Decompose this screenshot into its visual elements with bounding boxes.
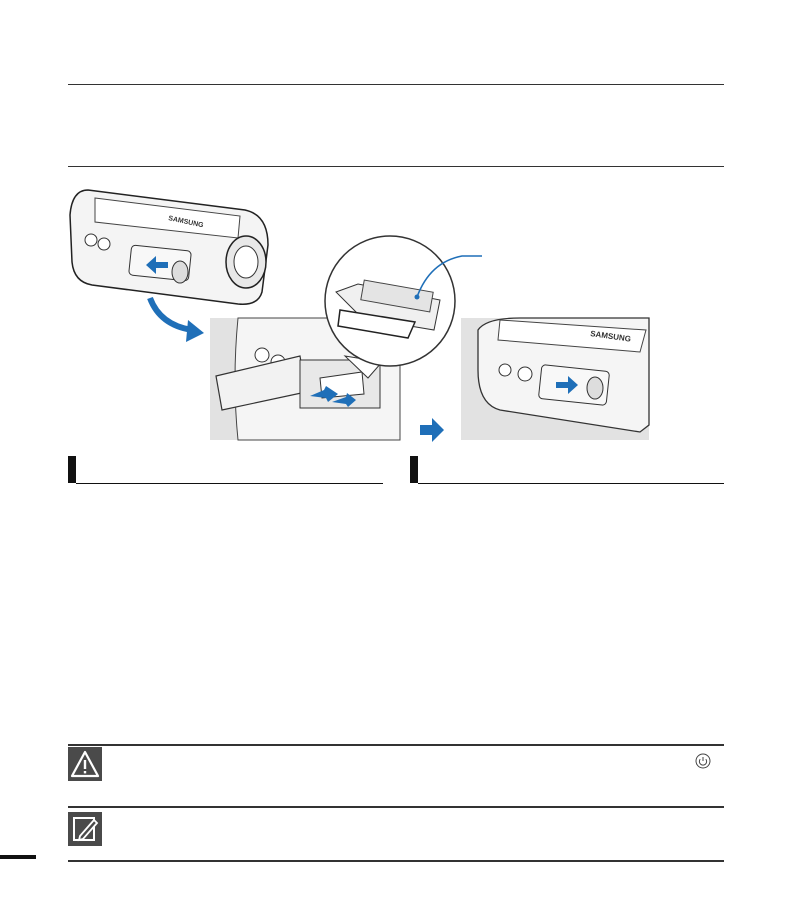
heading-bar (410, 456, 418, 483)
heading-underline (418, 483, 724, 484)
notice-rule (68, 744, 724, 746)
page-edge-mark (0, 855, 36, 859)
heading-bar (68, 456, 76, 483)
brand-text-1: SAMSUNG (167, 215, 205, 230)
heading-underline (76, 483, 383, 484)
notice-rule (68, 806, 724, 808)
note-icon (68, 812, 102, 846)
curved-step-arrow (150, 298, 192, 330)
arrow-right-icon (420, 418, 444, 442)
note-notice (68, 806, 724, 862)
note-bottom-rule (68, 860, 724, 862)
section-heading-remove (410, 456, 724, 484)
power-icon (695, 753, 711, 769)
section-heading-insert (68, 456, 383, 484)
camera-closed-view (70, 190, 268, 304)
brand-text-2: SAMSUNG (589, 329, 632, 344)
camera-closed-final-view (461, 318, 649, 440)
zoom-detail-bubble (325, 236, 482, 378)
warning-icon (68, 747, 102, 781)
warning-notice (68, 744, 724, 804)
